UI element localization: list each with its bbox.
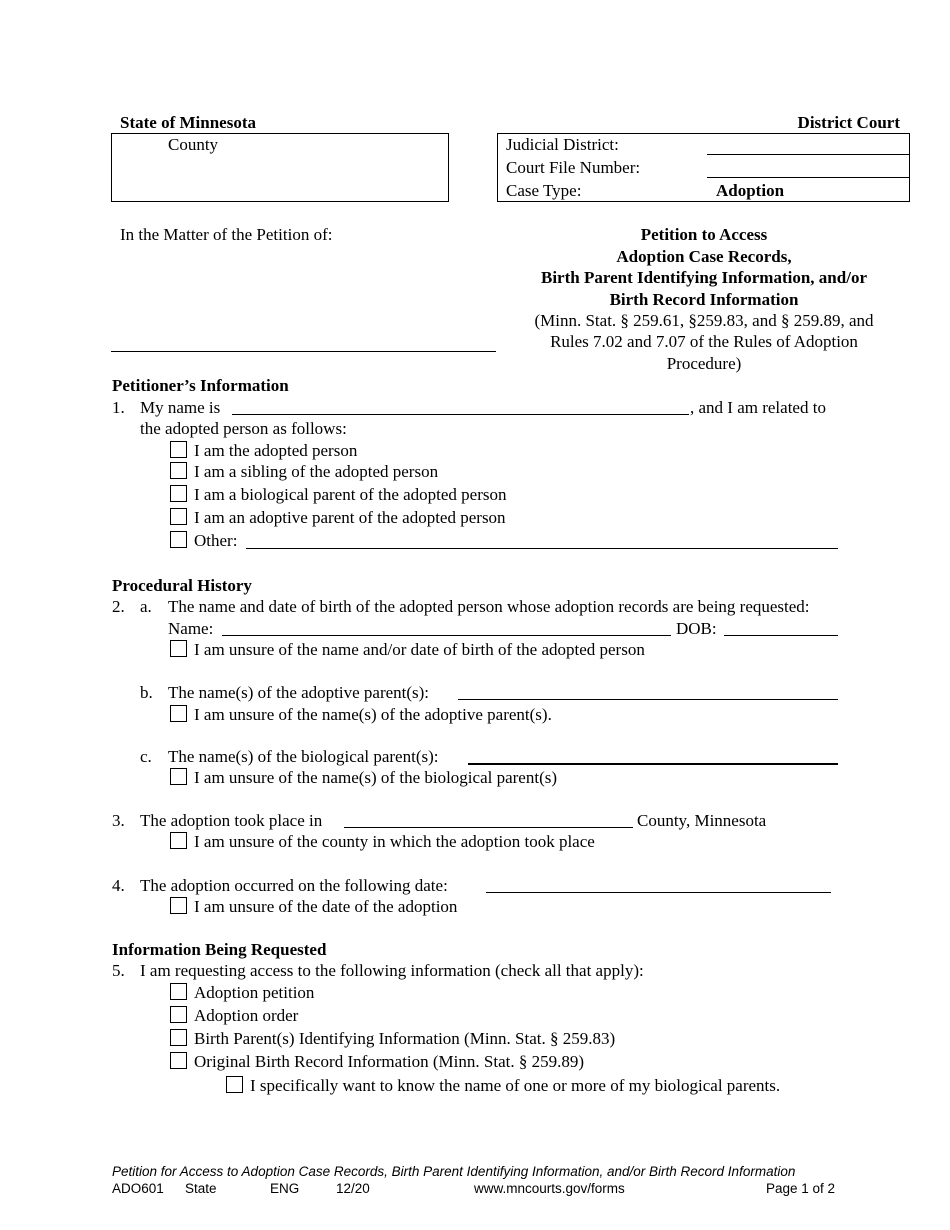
dob-field[interactable] xyxy=(724,635,838,636)
requested-heading: Information Being Requested xyxy=(112,940,327,959)
matter-label: In the Matter of the Petition of: xyxy=(120,225,333,244)
item-2a-text: The name and date of birth of the adopted person whose adoption records are being requested: xyxy=(168,597,810,616)
item-2c-letter: c. xyxy=(140,747,152,766)
sibling-label: I am a sibling of the adopted person xyxy=(194,462,439,481)
footer-jurisdiction: State xyxy=(185,1181,217,1196)
petition-citation-3: Procedure) xyxy=(666,354,742,373)
unsure-biological-parents-label: I am unsure of the name(s) of the biological parent(s) xyxy=(194,768,558,787)
adoption-county-field[interactable] xyxy=(344,827,633,828)
item-5-text: I am requesting access to the following information (check all that apply): xyxy=(140,961,644,980)
footer-page-number: Page 1 of 2 xyxy=(766,1181,836,1196)
state-label: State of Minnesota xyxy=(120,113,256,132)
adoptive-parents-field[interactable] xyxy=(458,699,838,700)
item-5-number: 5. xyxy=(112,961,125,980)
petition-title-1: Petition to Access xyxy=(640,225,768,244)
petitioner-heading: Petitioner’s Information xyxy=(112,376,289,395)
unsure-county-checkbox[interactable] xyxy=(170,832,187,849)
birth-record-info-label: Original Birth Record Information (Minn. Stat. § 259.89) xyxy=(194,1052,584,1071)
petition-title-3: Birth Parent Identifying Information, and/or xyxy=(540,268,867,287)
item-2-number: 2. xyxy=(112,597,125,616)
unsure-date-label: I am unsure of the date of the adoption xyxy=(194,897,458,916)
adoption-order-checkbox[interactable] xyxy=(170,1006,187,1023)
footer-language: ENG xyxy=(270,1181,300,1196)
petition-citation-1: (Minn. Stat. § 259.61, §259.83, and § 259.89, and xyxy=(534,311,874,330)
judicial-district-field[interactable] xyxy=(707,154,910,155)
petitioner-name-field[interactable] xyxy=(232,414,689,415)
adoption-date-field[interactable] xyxy=(486,892,831,893)
adoption-petition-label: Adoption petition xyxy=(194,983,315,1002)
item-1-number: 1. xyxy=(112,398,125,417)
name-prefix: My name is xyxy=(140,398,221,417)
sibling-checkbox[interactable] xyxy=(170,462,187,479)
case-info-box xyxy=(497,133,910,202)
unsure-county-label: I am unsure of the county in which the adoption took place xyxy=(194,832,595,851)
know-biological-parent-name-checkbox[interactable] xyxy=(226,1076,243,1093)
item-2b-text: The name(s) of the adoptive parent(s): xyxy=(168,683,430,702)
adopted-person-label: I am the adopted person xyxy=(194,441,358,460)
footer-title: Petition for Access to Adoption Case Records, Birth Parent Identifying Information, and/or Birth Record Information xyxy=(112,1164,796,1179)
item-2b-letter: b. xyxy=(140,683,153,702)
birth-parent-info-checkbox[interactable] xyxy=(170,1029,187,1046)
adoption-order-label: Adoption order xyxy=(194,1006,299,1025)
adoption-petition-checkbox[interactable] xyxy=(170,983,187,1000)
item-4-text: The adoption occurred on the following date: xyxy=(140,876,448,895)
footer-url[interactable]: www.mncourts.gov/forms xyxy=(474,1181,625,1196)
dob-label: DOB: xyxy=(676,619,717,638)
adopted-name-label: Name: xyxy=(168,619,214,638)
court-file-number-label: Court File Number: xyxy=(506,158,641,177)
case-type-label: Case Type: xyxy=(506,181,582,200)
history-heading: Procedural History xyxy=(112,576,252,595)
biological-parent-checkbox[interactable] xyxy=(170,485,187,502)
other-checkbox[interactable] xyxy=(170,531,187,548)
biological-parent-label: I am a biological parent of the adopted person xyxy=(194,485,507,504)
adopted-name-field[interactable] xyxy=(222,635,671,636)
relation-continuation: the adopted person as follows: xyxy=(140,419,347,438)
county-box[interactable] xyxy=(111,133,449,202)
adoptive-parent-checkbox[interactable] xyxy=(170,508,187,525)
item-2c-text: The name(s) of the biological parent(s): xyxy=(168,747,439,766)
other-field[interactable] xyxy=(246,548,838,549)
unsure-adoptive-parents-label: I am unsure of the name(s) of the adoptive parent(s). xyxy=(194,705,552,724)
petition-title-4: Birth Record Information xyxy=(609,290,799,309)
item-3-suffix: County, Minnesota xyxy=(637,811,767,830)
court-file-number-field[interactable] xyxy=(707,177,910,178)
case-type-value: Adoption xyxy=(716,181,785,200)
footer-form-code: ADO601 xyxy=(112,1181,164,1196)
unsure-adoptive-parents-checkbox[interactable] xyxy=(170,705,187,722)
county-label: County xyxy=(168,135,219,154)
other-label: Other: xyxy=(194,531,238,550)
birth-parent-info-label: Birth Parent(s) Identifying Information (Minn. Stat. § 259.83) xyxy=(194,1029,616,1048)
petitioner-name-line[interactable] xyxy=(111,351,496,352)
court-label: District Court xyxy=(797,113,900,132)
unsure-name-dob-label: I am unsure of the name and/or date of birth of the adopted person xyxy=(194,640,645,659)
biological-parents-field[interactable] xyxy=(468,763,838,765)
judicial-district-label: Judicial District: xyxy=(506,135,619,154)
unsure-date-checkbox[interactable] xyxy=(170,897,187,914)
petition-title-2: Adoption Case Records, xyxy=(616,247,792,266)
footer-date: 12/20 xyxy=(336,1181,370,1196)
item-3-prefix: The adoption took place in xyxy=(140,811,323,830)
name-suffix: , and I am related to xyxy=(690,398,826,417)
petition-citation-2: Rules 7.02 and 7.07 of the Rules of Adoption xyxy=(550,332,858,351)
know-biological-parent-name-label: I specifically want to know the name of one or more of my biological parents. xyxy=(250,1076,781,1095)
item-4-number: 4. xyxy=(112,876,125,895)
unsure-name-dob-checkbox[interactable] xyxy=(170,640,187,657)
item-3-number: 3. xyxy=(112,811,125,830)
unsure-biological-parents-checkbox[interactable] xyxy=(170,768,187,785)
adopted-person-checkbox[interactable] xyxy=(170,441,187,458)
birth-record-info-checkbox[interactable] xyxy=(170,1052,187,1069)
item-2a-letter: a. xyxy=(140,597,152,616)
adoptive-parent-label: I am an adoptive parent of the adopted person xyxy=(194,508,506,527)
